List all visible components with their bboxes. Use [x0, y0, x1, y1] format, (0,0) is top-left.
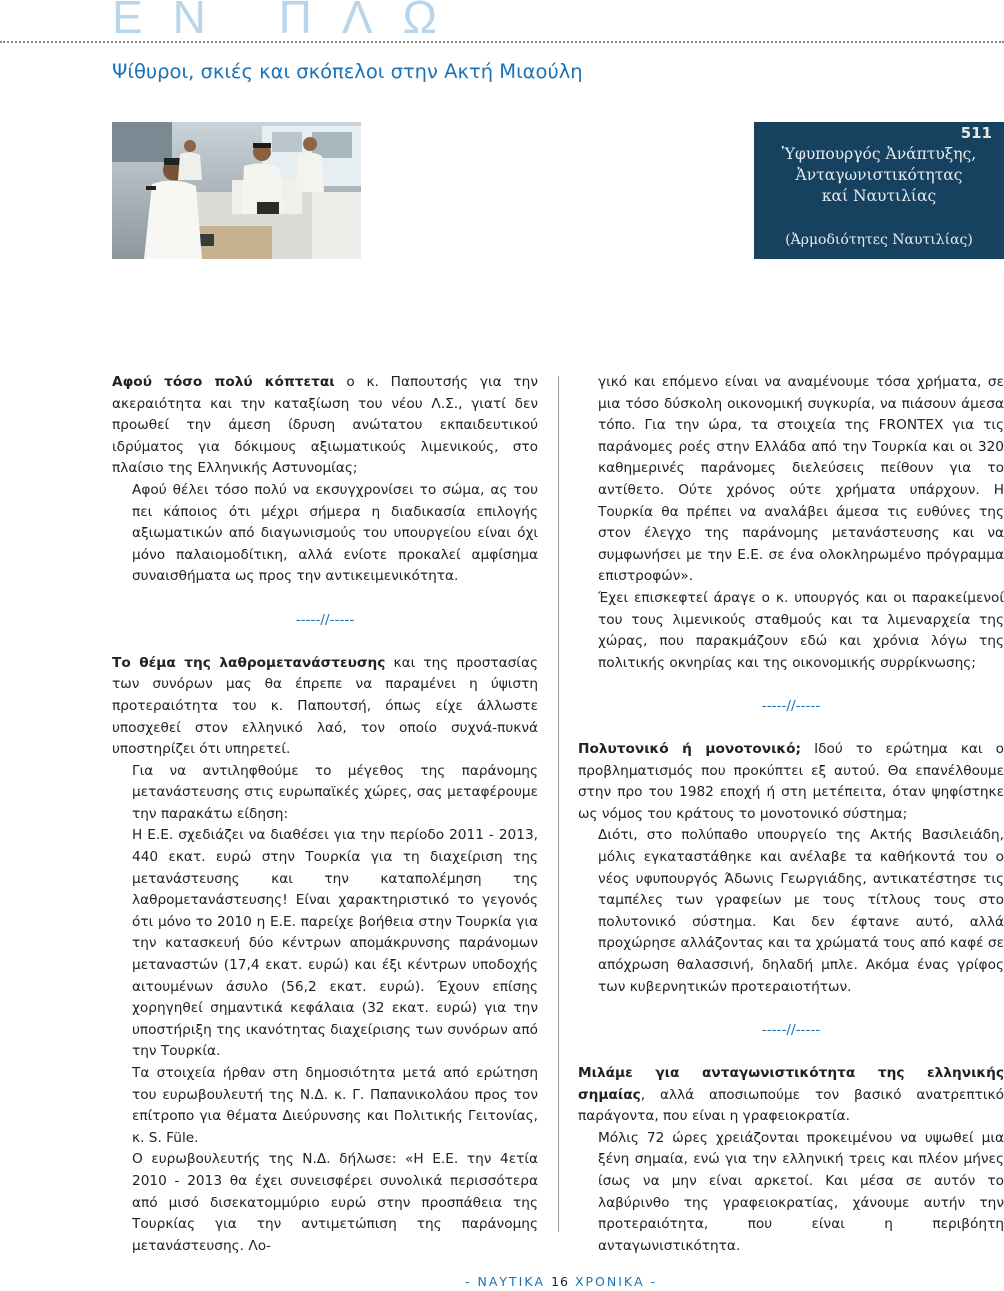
left-column	[112, 372, 538, 1257]
lead-phrase: Αφού τόσο πολύ κόπτεται	[112, 374, 335, 390]
sign-number: 511	[960, 124, 992, 142]
sign-subtitle: (Ἀρμοδιότητες Ναυτιλίας)	[785, 232, 973, 248]
dotted-divider	[0, 41, 1004, 43]
section-separator: -----//-----	[295, 611, 355, 628]
paragraph-text: ο κ. Παπουτσής για την ακεραιότητα και την καταξίωση του νέου Λ.Σ., γιατί δεν προωθεί την άμεση ίδρυση ανώτατου εκπαιδευτικού ιδρύματος για δόκιμους αξιωματικούς λιμενικούς, στο πλαίσιο της Ελληνικής Αστυνομίας;	[112, 374, 538, 477]
footer-suffix: ΧΡΟΝΙΚΑ -	[568, 1274, 658, 1289]
paragraph: Για να αντιληφθούμε το μέγεθος της παράνομης μετανάστευσης στις ευρωπαϊκές χώρες, σας μεταφέρουμε την παρακάτω είδηση:	[132, 762, 538, 822]
paragraph	[578, 1063, 1004, 1128]
officers-training-photo	[112, 122, 361, 259]
paragraph: Έχει επισκεφτεί άραγε ο κ. υπουργός και οι παρακείμενοί του τους λιμενικούς σταθμούς και τα λιμεναρχεία της χώρας, που παρακμάζουν εδώ και χρόνια λόγω της πολιτικής οκνηρίας και της οικονομικής συρρίκνωσης;	[598, 589, 1004, 671]
lead-phrase: Μιλάμε για ανταγωνιστικότητα της ελληνικής σημαίας	[578, 1065, 1004, 1103]
ministry-sign-photo	[754, 122, 1004, 259]
paragraph-text: Ιδού το ερώτημα και ο προβληματισμός που προκύπτει εξ αυτού. Θα επανέλθουμε στην προ του 1982 εποχή ή στη μετέπειτα, όταν ψηφίστηκε ως νόμος του κράτους το μονοτονικό σύστημα;	[578, 741, 1004, 822]
paragraph	[578, 739, 1004, 825]
spacer	[578, 674, 1004, 696]
spacer	[112, 631, 538, 653]
paragraph-text: και της προστασίας των συνόρων μας θα έπρεπε να παραμένει η ύψιστη προτεραιότητα του κ. Παπουτσή, όπως είχε άλλωστε υποσχεθεί στον ελληνικό λαό, τον οποίο συχνά-πυκνά υποστηρίζει ότι υπηρετεί.	[112, 654, 538, 758]
spacer	[578, 718, 1004, 740]
section-separator: -----//-----	[761, 697, 821, 714]
paragraph	[112, 653, 538, 761]
sign-title-line: καί Ναυτιλίας	[821, 187, 937, 205]
paragraph: Μόλις 72 ώρες χρειάζονται προκειμένου να υψωθεί μια ξένη σημαία, ενώ για την ελληνική τρεις και πλέον μήνες ίσως να μην είναι αρκετοί. Και μέσα σε αυτόν το λαβύρινθο της γραφειοκρατίας, χάνουμε αυτήν την προτεραιότητα, που είναι η περιβόητη ανταγωνιστικότητα.	[598, 1129, 1004, 1254]
spacer	[112, 588, 538, 610]
sign-title-line: Ἀνταγωνιστικότητας	[795, 166, 963, 184]
paragraph: Αφού θέλει τόσο πολύ να εκσυγχρονίσει το σώμα, ας του πει κάποιος ότι μέχρι σήμερα η διαδικασία επιλογής αξιωματικών από διαγωνισμούς του υπουργείου είναι όχι μόνο παλαιομοδίτικη, αλλά ενίοτε προκαλεί αμφίσημα συναισθήματα ως προς την αντικειμενικότητα.	[132, 481, 538, 585]
spacer	[578, 998, 1004, 1020]
spacer	[578, 1041, 1004, 1063]
paragraph: Τα στοιχεία ήρθαν στη δημοσιότητα μετά από ερώτηση του ευρωβουλευτή της Ν.Δ. κ. Γ. Παπανικολάου προς τον επίτροπο για θέματα Διεύρυνσης και Πολιτικής Γειτονίας, κ. S. Füle.	[132, 1065, 538, 1146]
paragraph: Διότι, στο πολύπαθο υπουργείο της Ακτής Βασιλειάδη, μόλις εγκαταστάθηκε και ανέλαβε τα καθήκοντά του ο νέος υφυπουργός Άδωνις Γεωργιάδης, αντικατέστησε τις ταμπέλες των γραφείων με τους τίτλους τους στο πολυτονικό σύστημα. Και δεν έφτανε αυτό, αλλά προχώρησε αλλάζοντας και τα χρώματά τους από καφέ σε απόχρωση θαλασσινή, δηλαδή μπλε. Ακόμα ένας γρίφος των κυβερνητικών προτεραιοτήτων.	[598, 827, 1004, 995]
lead-phrase: Το θέμα της λαθρομετανάστευσης	[112, 654, 386, 671]
paragraph-text: , αλλά αποσιωπούμε τον βασικό ανατρεπτικό παράγοντα, που είναι η γραφειοκρατία.	[578, 1086, 1004, 1125]
lead-phrase: Πολυτονικό ή μονοτονικό;	[578, 741, 802, 758]
paragraph: Η Ε.Ε. σχεδιάζει να διαθέσει για την περίοδο 2011 - 2013, 440 εκατ. ευρώ στην Τουρκία για τη διαχείριση της μετανάστευσης και την καταπολέμηση της λαθρομετανάστευσης! Είναι χαρακτηριστικό το γεγονός ότι μόνο το 2010 η Ε.Ε. παρείχε βοήθεια στην Τουρκία για την κατασκευή δύο κέντρων απομάκρυνσης παράνομων μεταναστών (17,4 εκατ. ευρώ) και έξι κέντρων υποδοχής αιτουμένων άσυλο (56,2 εκατ. ευρώ). Έχουν επίσης χορηγηθεί σημαντικά κεφάλαια (32 εκατ. ευρώ) για την υποστήριξη της ικανότητας διαχείρισης των συνόρων από την Τουρκία.	[132, 827, 538, 1060]
right-column	[578, 372, 1004, 1257]
page-number: 16	[551, 1274, 569, 1289]
page-footer	[465, 1274, 657, 1289]
section-title: ΕΝ ΠΛΩ	[112, 0, 468, 43]
paragraph: Ο ευρωβουλευτής της Ν.Δ. δήλωσε: «Η Ε.Ε. την 4ετία 2010 - 2013 θα έχει συνεισφέρει συνολικά περισσότερα από μισό δισεκατομμύριο ευρώ στην προσπάθεια της Τουρκίας για την αντιμετώπιση της παράνομης μετανάστευσης. Λο-	[132, 1151, 538, 1254]
paragraph: γικό και επόμενο είναι να αναμένουμε τόσα χρήματα, σε μια τόσο δύσκολη οικονομική συγκυρία, να πιάσουν άμεσα τόπο. Για την ώρα, τα στοιχεία της FRONTEX για τις παράνομες ροές στην Ελλάδα από την Τουρκία και οι 320 καθημερινές παράνομες διελεύσεις πείθουν για το αντίθετο. Ούτε χρόνος ούτε χρήματα υπάρχουν. Η Τουρκία θα πρέπει να αναλάβει άμεσα τις ευθύνες της στον έλεγχο της παράνομης μετανάστευσης και να συμφωνήσει με την Ε.Ε. σε ένα ολοκληρωμένο πρόγραμμα επιστροφών».	[598, 374, 1004, 585]
column-divider	[558, 376, 559, 1232]
footer-prefix: - ΝΑΥΤΙΚΑ	[465, 1274, 552, 1289]
article-headline: Ψίθυροι, σκιές και σκόπελοι στην Ακτή Μιαούλη	[112, 60, 583, 83]
paragraph	[112, 372, 538, 480]
sign-title	[754, 144, 1004, 207]
sign-title-line: Ὑφυπουργός Ἀνάπτυξης,	[781, 145, 977, 163]
section-separator: -----//-----	[761, 1021, 821, 1038]
